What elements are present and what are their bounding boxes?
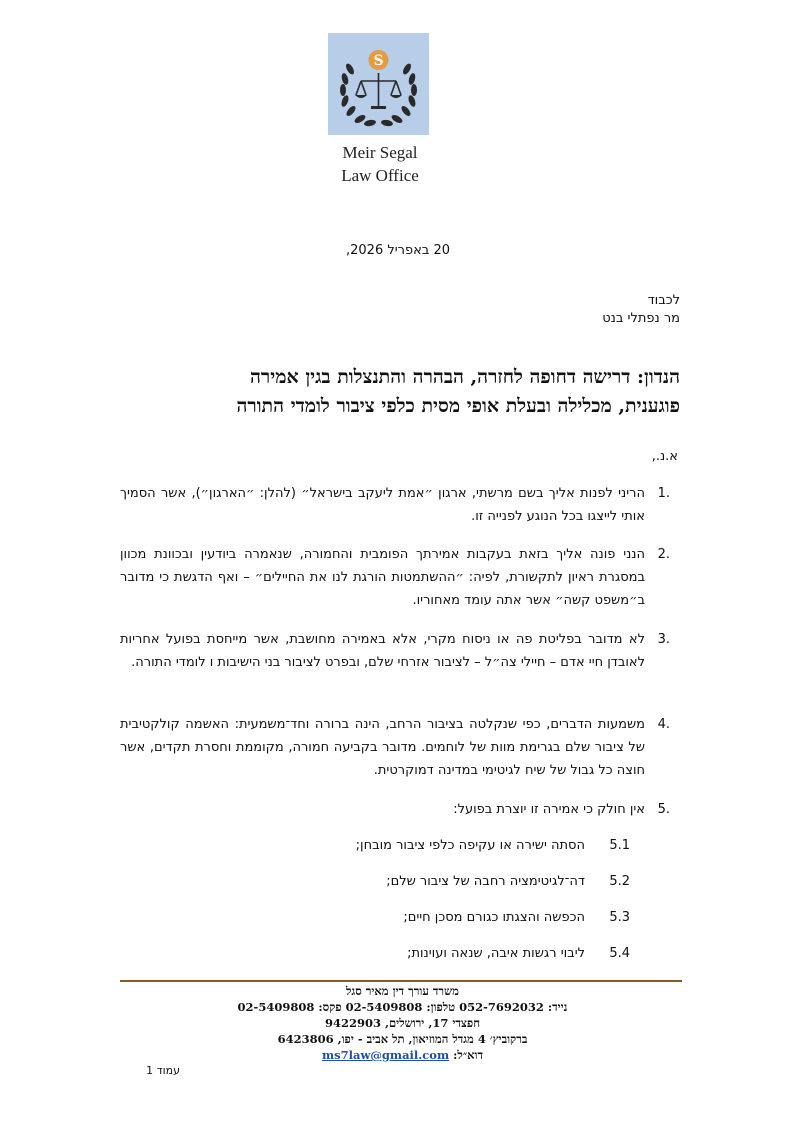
footer-contact — [140, 983, 665, 1063]
logo-letter: S — [373, 53, 384, 69]
subitem-text: דה־לגיטימציה רחבה של ציבור שלם; — [386, 874, 585, 889]
office-name — [300, 141, 460, 187]
office-name-line2: Law Office — [341, 166, 419, 185]
footer-address-2: ברקוביץ׳ 4 מגדל המוזיאון, תל אביב - יפו, 6423806 — [277, 1032, 528, 1046]
footer-divider — [120, 980, 682, 982]
paragraph-number: 4. — [657, 717, 670, 732]
subitem-text: הכפשה והצגתו כגורם מסכן חיים; — [403, 910, 585, 925]
subitem-number: 5.3 — [609, 910, 630, 925]
subitem-text: הסתה ישירה או עקיפה כלפי ציבור מובחן; — [355, 838, 585, 853]
subject-line-2: פוגענית, מכלילה ובעלת אופי מסית כלפי ציבור לומדי התורה — [236, 395, 680, 417]
law-office-logo — [328, 33, 429, 135]
paragraph-text: משמעות הדברים, כפי שנקלטה בציבור הרחב, הינה ברורה וחד־משמעית: האשמה קולקטיבית של ציבור שלם בגרימת מוות של לוחמים. מדובר בקביעה חמורה, מקוממת וחסרת תקדים, אשר חוצה כל גבול של שיח לגיטימי במדינה דמוקרטית. — [120, 717, 645, 778]
recipient-block — [400, 292, 680, 328]
subitem-number: 5.4 — [609, 946, 630, 961]
subitem-text: ליבוי רגשות איבה, שנאה ועוינות; — [407, 946, 585, 961]
footer-email-label: דוא״ל: — [453, 1048, 483, 1062]
paragraph-number: 3. — [657, 632, 670, 647]
subject-heading — [110, 363, 680, 421]
paragraph-text: הריני לפנות אליך בשם מרשתי, ארגון ״אמת ליעקב בישראל״ (להלן: ״הארגון״), אשר הסמיך אותי לייצגו בכל הנוגע לפנייה זו. — [120, 486, 645, 524]
footer-email-link[interactable]: ms7law@gmail.com — [322, 1048, 450, 1062]
letter-date: 20 באפריל 2026, — [345, 243, 450, 258]
subject-line-1: הנדון: דרישה דחופה לחזרה, הבהרה והתנצלות בגין אמירה — [250, 366, 680, 388]
page-number: עמוד 1 — [146, 1064, 180, 1077]
recipient-name: מר נפתלי בנט — [602, 311, 680, 326]
scales-of-justice-laurel-icon — [328, 33, 429, 135]
recipient-prefix: לכבוד — [647, 293, 680, 308]
footer-phones: נייד: 052-7692032 טלפון: 02-5409808 פקס: 02-5409808 — [237, 1000, 568, 1014]
paragraph-text: לא מדובר בפליטת פה או ניסוח מקרי, אלא באמירה מחושבת, אשר מייחסת בפועל אחריות לאובדן חיי אדם – חיילי צה״ל – לציבור אזרחי שלם, ובפרט לציבור בני הישיבות ו לומדי התורה. — [120, 632, 645, 670]
paragraph-text: אין חולק כי אמירה זו יוצרת בפועל: — [453, 802, 645, 817]
footer-address-1: חפצדי 17, ירושלים, 9422903 — [324, 1016, 480, 1030]
subitem-number: 5.2 — [609, 874, 630, 889]
paragraph-number: 5. — [657, 802, 670, 817]
paragraph-number: 1. — [657, 486, 670, 501]
footer-email-line — [140, 1047, 665, 1063]
footer-office-name: משרד עורך דין מאיר סגל — [346, 984, 459, 998]
paragraph-number: 2. — [657, 547, 670, 562]
office-name-line1: Meir Segal — [342, 143, 418, 162]
subitem-number: 5.1 — [609, 838, 630, 853]
salutation: א.נ., — [651, 449, 678, 464]
paragraph-text: הנני פונה אליך בזאת בעקבות אמירתך הפומבית והחמורה, שנאמרה ביודעין ובכוונת מכוון במסגרת ראיון לתקשורת, לפיה: ״ההשתמטות הורגת לנו את החיילים״ – ואף הדגשת כי מדובר ב״משפט קשה״ אשר אתה עומד מאחוריו. — [120, 547, 645, 608]
